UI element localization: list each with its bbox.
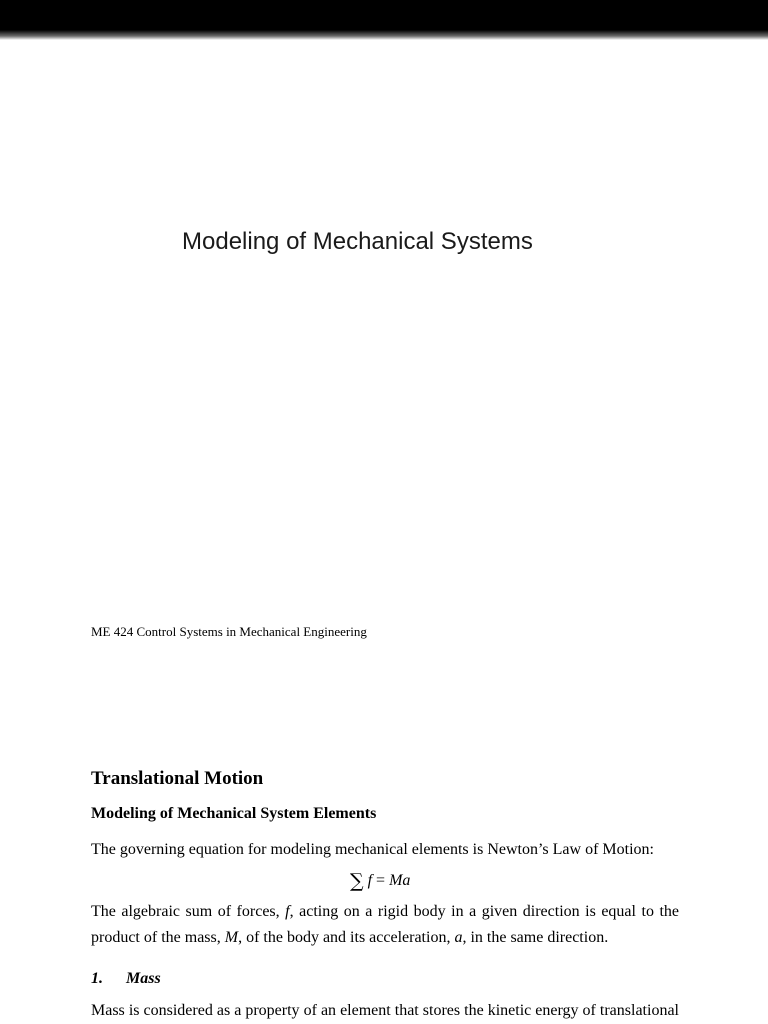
sum-paragraph: The algebraic sum of forces, f, acting on a rigid body in a given direction is equal to the product of the mass, M, of the body and its acceleration, a, in the same direction. (91, 903, 680, 946)
summation-symbol: ∑ (350, 870, 364, 892)
top-bar (0, 0, 768, 40)
newton-equation (350, 870, 410, 892)
mass-paragraph: Mass is considered as a property of an element that stores the kinetic energy of translational (91, 1002, 679, 1019)
intro-paragraph: The governing equation for modeling mechanical elements is Newton’s Law of Motion: (91, 841, 654, 858)
item-label: Mass (126, 970, 161, 987)
item-number: 1. (91, 970, 103, 987)
section-heading: Translational Motion (91, 768, 264, 789)
equation-equals: = (372, 872, 390, 889)
page-title: Modeling of Mechanical Systems (182, 228, 533, 255)
equation-rhs: Ma (389, 872, 411, 889)
equation-lhs: f (367, 872, 373, 889)
course-label: ME 424 Control Systems in Mechanical Engineering (91, 624, 367, 639)
subsection-heading: Modeling of Mechanical System Elements (91, 805, 377, 822)
